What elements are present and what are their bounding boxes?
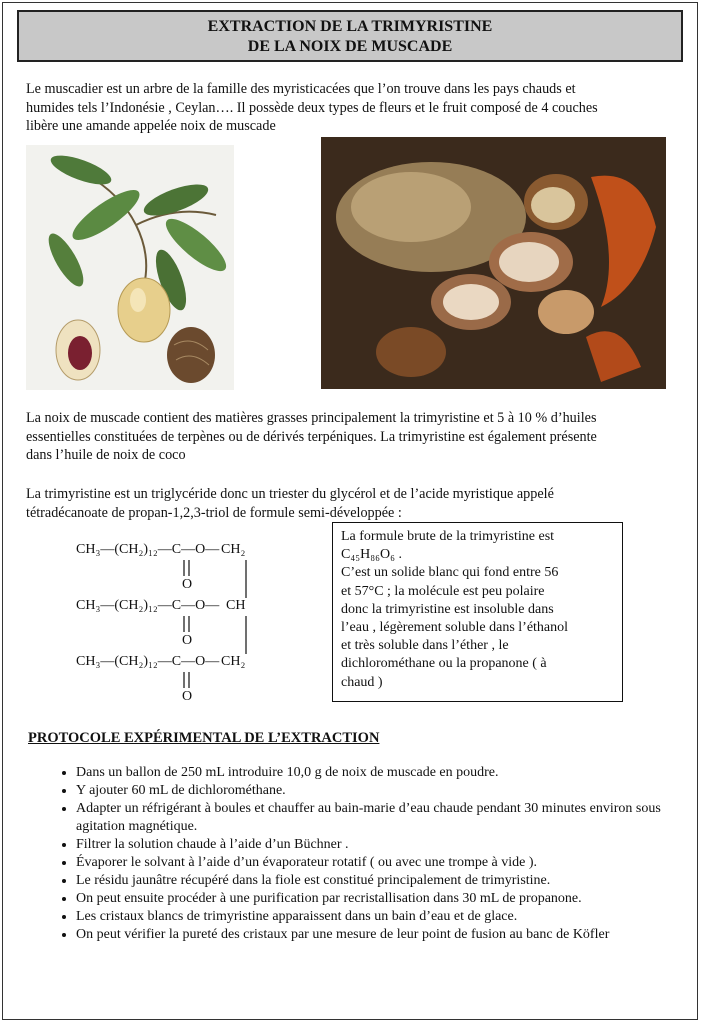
formula-chain-3: CH₃—(CH₂)₁₂—C—O— [76, 654, 220, 669]
protocol-step: • Filtrer la solution chaude à l’aide d’un Büchner . [76, 836, 696, 854]
formula-oxygen-2: O [182, 633, 193, 648]
nutmeg-illustration [26, 145, 234, 390]
properties-line-3: C’est un solide blanc qui fond entre 56 [341, 565, 559, 581]
nutmeg-photo-drawing [321, 137, 666, 389]
protocol-step: • Y ajouter 60 mL de dichlorométhane. [76, 782, 696, 800]
formula-chain-2: CH₃—(CH₂)₁₂—C—O— [76, 598, 220, 613]
triglyceride-paragraph [26, 485, 696, 522]
composition-line-3: dans l’huile de noix de coco [26, 447, 186, 463]
formula-bonds [76, 542, 286, 712]
protocol-step: • Adapter un réfrigérant à boules et chauffer au bain-marie d’eau chaude pendant 30 minutes environ sous agitation magnétique. [76, 800, 696, 836]
composition-line-1: La noix de muscade contient des matières grasses principalement la trimyristine et 5 à 10 % d’huiles [26, 410, 597, 426]
protocol-step: • Évaporer le solvant à l’aide d’un évaporateur rotatif ( ou avec une trompe à vide ). [76, 854, 696, 872]
protocol-steps [52, 764, 696, 944]
title-box [17, 10, 683, 62]
protocol-heading: PROTOCOLE EXPÉRIMENTAL DE L’EXTRACTION [28, 730, 380, 746]
properties-line-5: donc la trimyristine est insoluble dans [341, 601, 554, 617]
formula-chain-1: CH₃—(CH₂)₁₂—C—O— [76, 542, 220, 557]
protocol-step: • On peut vérifier la pureté des cristaux par une mesure de leur point de fusion au banc de Köfler [76, 926, 696, 944]
nutmeg-drawing [26, 145, 234, 390]
intro-line-2: humides tels l’Indonésie , Ceylan…. Il possède deux types de fleurs et le fruit composé de 4 couches [26, 99, 598, 116]
properties-box [332, 522, 623, 702]
properties-line-4: et 57°C ; la molécule est peu polaire [341, 583, 545, 599]
title-line-2: DE LA NOIX DE MUSCADE [247, 38, 453, 55]
title-line-1: EXTRACTION DE LA TRIMYRISTINE [207, 18, 493, 35]
intro-paragraph [26, 80, 696, 136]
formula-oxygen-1: O [182, 577, 193, 592]
formula-ch-middle: CH [226, 598, 246, 613]
protocol-step: • On peut ensuite procéder à une purification par recristallisation dans 30 mL de propanone. [76, 890, 696, 908]
triglyceride-line-1: La trimyristine est un triglycéride donc un triester du glycérol et de l’acide myristique appelé [26, 486, 554, 502]
properties-line-2: C₄₅H₈₆O₆ . [341, 547, 402, 563]
intro-line-3: libère une amande appelée noix de muscade [26, 118, 276, 134]
properties-line-7: et très soluble dans l’éther , le [341, 638, 509, 654]
formula-oxygen-3: O [182, 689, 193, 704]
properties-line-8: dichlorométhane ou la propanone ( à [341, 656, 547, 672]
properties-line-6: l’eau , légèrement soluble dans l’éthanol [341, 620, 569, 636]
protocol-step: • Le résidu jaunâtre récupéré dans la fiole est constitué principalement de trimyristine. [76, 872, 696, 890]
protocol-step: • Dans un ballon de 250 mL introduire 10,0 g de noix de muscade en poudre. [76, 764, 696, 782]
formula-ch2-top: CH₂ [221, 542, 246, 557]
protocol-step: • Les cristaux blancs de trimyristine apparaissent dans un bain d’eau et de glace. [76, 908, 696, 926]
composition-line-2: essentielles constituées de terpènes ou de dérivés terpéniques. La trimyristine est également présente [26, 428, 597, 445]
intro-line-1: Le muscadier est un arbre de la famille des myristicacées que l’on trouve dans les pays chauds et [26, 81, 576, 97]
properties-line-1: La formule brute de la trimyristine est [341, 529, 555, 544]
formula-ch2-bottom: CH₂ [221, 654, 246, 669]
composition-paragraph [26, 409, 696, 465]
properties-line-9: chaud ) [341, 674, 383, 690]
triglyceride-line-2: tétradécanoate de propan-1,2,3-triol de formule semi-développée : [26, 504, 402, 521]
nutmeg-photo [321, 137, 666, 389]
semi-developed-formula [76, 542, 286, 712]
